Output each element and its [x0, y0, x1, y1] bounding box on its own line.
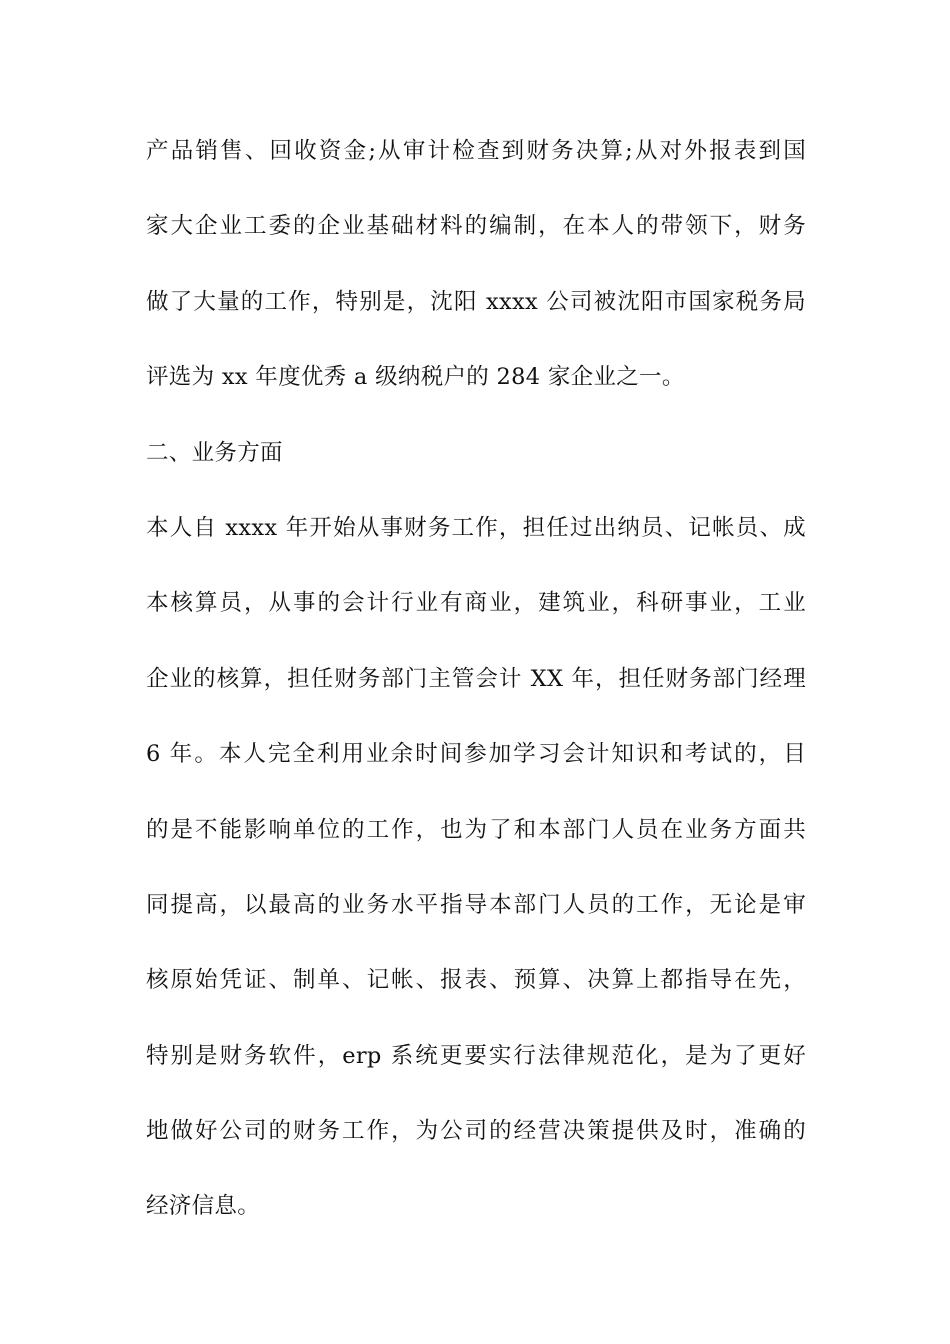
paragraph-2-line: 经济信息。 [146, 1193, 261, 1220]
document-body [146, 133, 806, 1264]
paragraph-1-line: 做了大量的工作，特别是，沈阳 xxxx 公司被沈阳市国家税务局 [146, 288, 806, 315]
paragraph-2-line: 本核算员，从事的会计行业有商业，建筑业，科研事业，工业 [146, 590, 806, 617]
paragraph-2-line: 企业的核算，担任财务部门主管会计 XX 年，担任财务部门经理 [146, 665, 806, 692]
paragraph-2-line: 的是不能影响单位的工作，也为了和本部门人员在业务方面共 [146, 816, 806, 843]
section-heading: 二、业务方面 [146, 439, 283, 466]
paragraph-2-line: 本人自 xxxx 年开始从事财务工作，担任过出纳员、记帐员、成 [146, 514, 806, 541]
paragraph-2-line: 同提高，以最高的业务水平指导本部门人员的工作，无论是审 [146, 891, 806, 918]
paragraph-2-line: 核原始凭证、制单、记帐、报表、预算、决算上都指导在先， [146, 967, 806, 994]
paragraph-2-line: 地做好公司的财务工作，为公司的经营决策提供及时，准确的 [146, 1118, 806, 1145]
paragraph-1-line: 评选为 xx 年度优秀 a 级纳税户的 284 家企业之一。 [146, 364, 685, 391]
paragraph-2-line: 特别是财务软件，erp 系统更要实行法律规范化，是为了更好 [146, 1042, 806, 1069]
paragraph-2-line: 6 年。本人完全利用业余时间参加学习会计知识和考试的，目 [146, 741, 806, 768]
paragraph-1-line: 家大企业工委的企业基础材料的编制，在本人的带领下，财务 [146, 213, 806, 240]
paragraph-1-line: 产品销售、回收资金;从审计检查到财务决算;从对外报表到国 [146, 138, 806, 164]
